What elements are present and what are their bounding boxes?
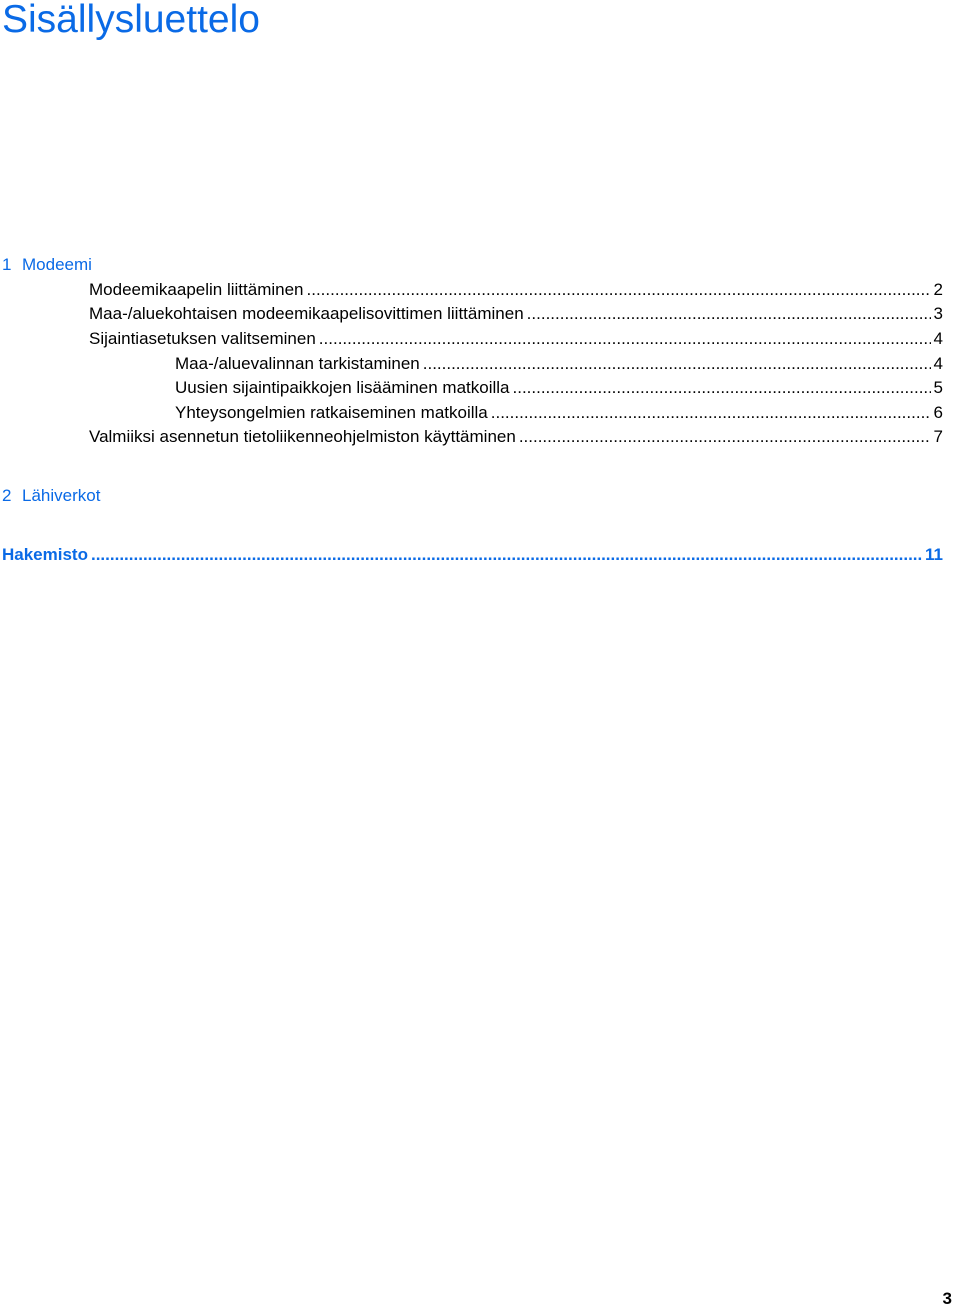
toc-entry-page: 6 — [933, 403, 943, 422]
toc-entry[interactable] — [89, 426, 943, 448]
chapter-heading-modeemi[interactable] — [2, 254, 92, 276]
toc-entry-title: Sijaintiasetuksen valitseminen — [89, 329, 316, 348]
toc-entry-title: Modeemikaapelin liittäminen — [89, 280, 304, 299]
toc-entry-title: Uusien sijaintipaikkojen lisääminen matkoilla — [175, 378, 510, 397]
toc-entry-page: 7 — [933, 427, 943, 446]
toc-subentry[interactable] — [175, 377, 943, 399]
toc-entry-page: 4 — [933, 329, 943, 348]
index-entry[interactable] — [2, 544, 943, 566]
toc-entry[interactable] — [89, 328, 943, 350]
chapter-title: Modeemi — [22, 255, 92, 274]
toc-entry-page: 11 — [925, 545, 943, 564]
toc-entry-title: Yhteysongelmien ratkaiseminen matkoilla — [175, 403, 488, 422]
dot-leader — [91, 544, 922, 566]
chapter-title: Lähiverkot — [22, 486, 101, 505]
toc-entry-title: Valmiiksi asennetun tietoliikenneohjelmiston käyttäminen — [89, 427, 516, 446]
toc-entry[interactable] — [89, 279, 943, 301]
dot-leader — [319, 328, 931, 350]
toc-entry-title: Hakemisto — [2, 545, 88, 564]
toc-subentry[interactable] — [175, 353, 943, 375]
toc-entry-page: 5 — [933, 378, 943, 397]
dot-leader — [513, 377, 931, 399]
page-title: Sisällysluettelo — [2, 0, 260, 41]
dot-leader — [423, 353, 931, 375]
toc-entry-page: 2 — [933, 280, 943, 299]
chapter-number: 2 — [2, 486, 12, 505]
dot-leader — [491, 402, 931, 424]
toc-entry-page: 4 — [933, 354, 943, 373]
toc-entry-page: 3 — [933, 304, 943, 323]
chapter-number: 1 — [2, 255, 12, 274]
dot-leader — [519, 426, 931, 448]
chapter-heading-lahiverkot[interactable] — [2, 485, 100, 507]
toc-subentry[interactable] — [175, 402, 943, 424]
toc-entry-title: Maa-/aluekohtaisen modeemikaapelisovittimen liittäminen — [89, 304, 524, 323]
toc-entry-title: Maa-/aluevalinnan tarkistaminen — [175, 354, 420, 373]
page-number: 3 — [942, 1289, 952, 1308]
dot-leader — [527, 303, 931, 325]
dot-leader — [307, 279, 931, 301]
toc-entry[interactable] — [89, 303, 943, 325]
